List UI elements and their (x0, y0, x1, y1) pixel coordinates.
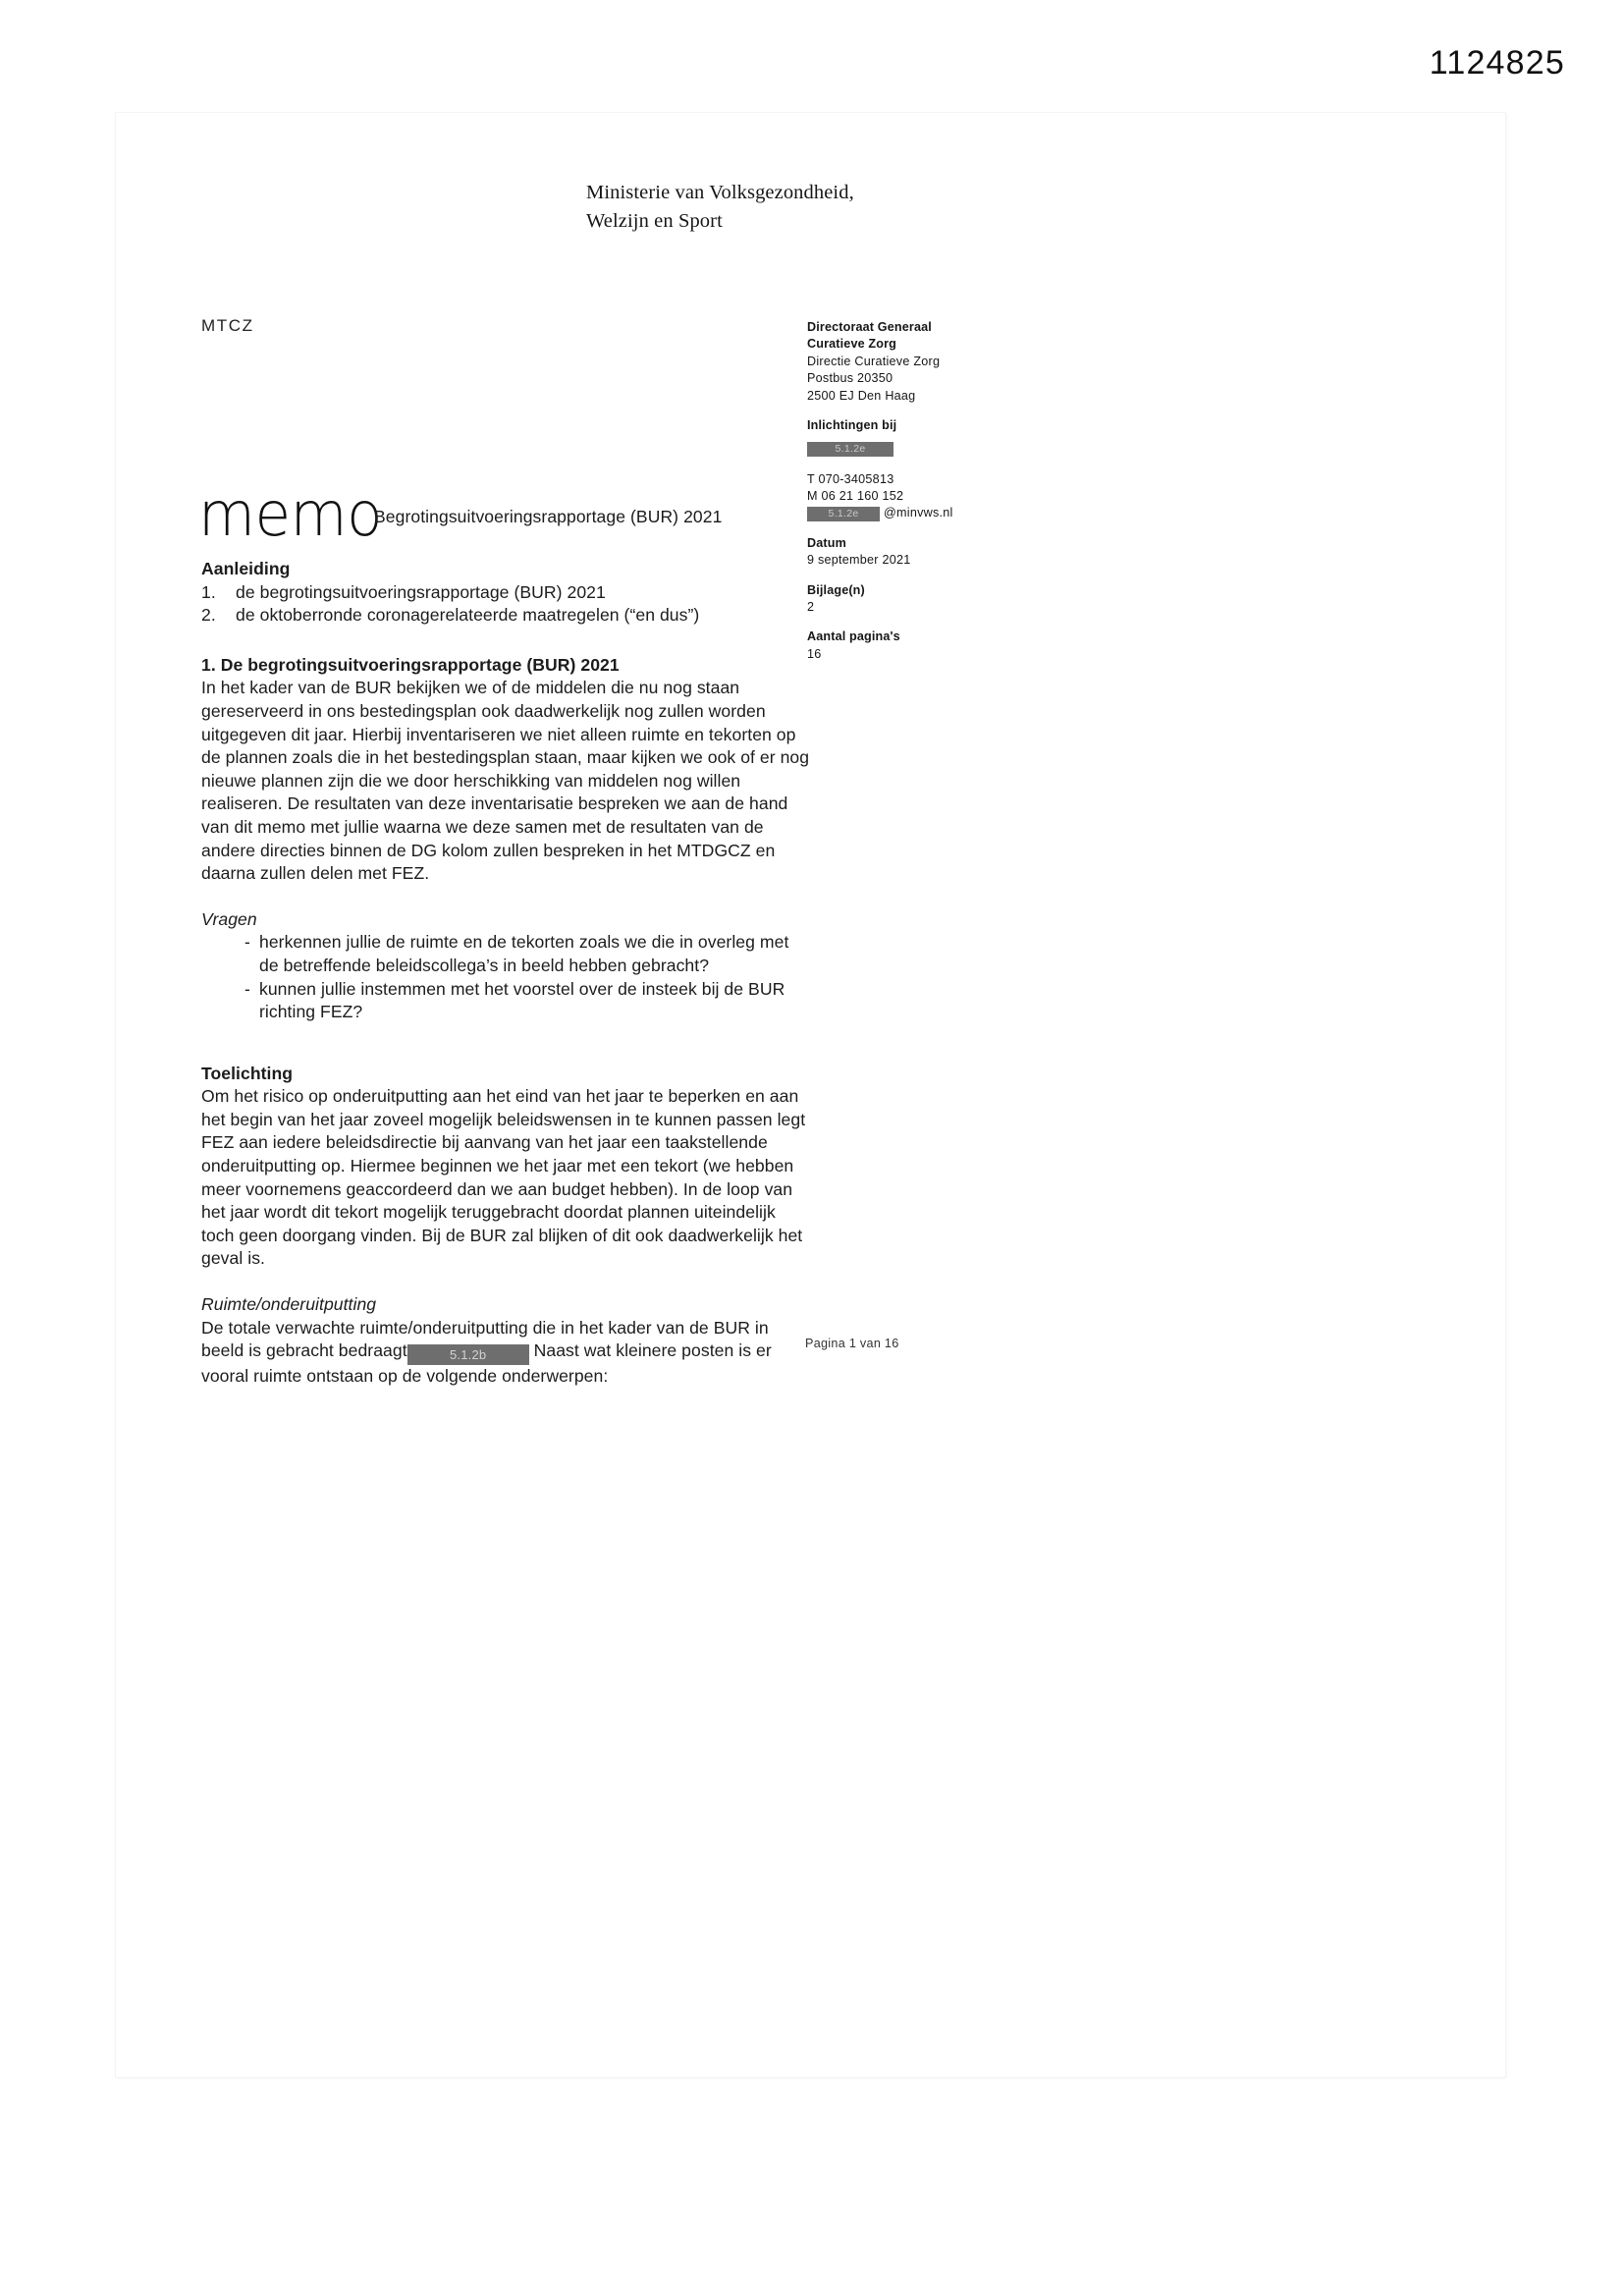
memo-masthead-word: memo (198, 478, 383, 550)
meta-date-value: 9 september 2021 (807, 553, 911, 568)
list-item (201, 978, 810, 1024)
memo-body (201, 558, 810, 1389)
page-footer: Pagina 1 van 16 (805, 1337, 899, 1350)
addressee: MTCZ (201, 316, 254, 335)
document-meta-column (807, 319, 1102, 663)
meta-attachments-value: 2 (807, 599, 815, 614)
ministry-line-2: Welzijn en Sport (586, 210, 723, 233)
list-item-dash: - (244, 932, 250, 953)
ministry-logo-text (586, 179, 854, 236)
meta-org-line-2: Curatieve Zorg (807, 337, 896, 352)
meta-postbus: Postbus 20350 (807, 371, 893, 386)
heading-aanleiding: Aanleiding (201, 559, 291, 578)
heading-ruimte-onderuitputting: Ruimte/onderuitputting (201, 1294, 377, 1315)
paragraph-ruimte-onderuitputting (201, 1317, 810, 1389)
meta-phone: T 070-3405813 (807, 471, 894, 486)
vragen-list (201, 931, 810, 1023)
meta-directie: Directie Curatieve Zorg (807, 354, 941, 368)
meta-org-line-1: Directoraat Generaal (807, 320, 932, 334)
redaction-box-contact: 5.1.2e (807, 442, 893, 457)
meta-date-label: Datum (807, 535, 846, 550)
heading-toelichting: Toelichting (201, 1063, 294, 1083)
meta-contact-redaction-row (807, 441, 1102, 458)
meta-email-row (807, 505, 1102, 521)
list-item-label: de oktoberronde coronagerelateerde maatregelen (“en dus”) (236, 605, 700, 626)
list-item-label: kunnen jullie instemmen met het voorstel over de insteek bij de BUR richting FEZ? (259, 978, 785, 1022)
meta-mobile: M 06 21 160 152 (807, 489, 904, 503)
heading-section-1: 1. De begrotingsuitvoeringsrapportage (BUR) 2021 (201, 654, 620, 675)
list-item-label: de begrotingsuitvoeringsrapportage (BUR) 2021 (236, 581, 606, 602)
list-item-label: herkennen jullie de ruimte en de tekorten zoals we die in overleg met de betreffende beleidscollega’s in beeld hebben gebracht? (259, 932, 789, 975)
list-item (201, 931, 810, 977)
list-item (201, 581, 810, 605)
list-item-number: 1. (201, 581, 216, 602)
paragraph-section-1: In het kader van de BUR bekijken we of de middelen die nu nog staan gereserveerd in ons bestedingsplan ook daadwerkelijk nog zullen worden uitgegeven dit jaar. Hierbij inventariseren we niet alleen ruimte en tekorten op de plannen zoals die in het bestedingsplan staan, maar kijken we ook of er nog nieuwe plannen zijn die we door herschikking van middelen nog willen realiseren. De resultaten van deze inventarisatie bespreken we aan de hand van dit memo met jullie waarna we deze samen met de resultaten van de andere directies binnen de DG kolom zullen bespreken in het MTDGCZ en daarna zullen delen met FEZ. (201, 678, 810, 884)
heading-vragen: Vragen (201, 908, 257, 929)
paragraph-toelichting: Om het risico op onderuitputting aan het eind van het jaar te beperken en aan het begin van het jaar zoveel mogelijk beleidswensen in te kunnen passen legt FEZ aan iedere beleidsdirectie bij aanvang van het jaar een taakstellende onderuitputting op. Hiermee beginnen we het jaar met een tekort (we hebben meer voornemens geaccordeerd dan we aan budget hebben). In de loop van het jaar wordt dit tekort mogelijk teruggebracht doordat plannen uiteindelijk toch geen doorgang vinden. Bij de BUR zal blijken of dit ook daadwerkelijk het geval is. (201, 1086, 806, 1269)
list-item-number: 2. (201, 605, 216, 626)
redaction-box-amount: 5.1.2b (407, 1344, 529, 1365)
document-number: 1124825 (1429, 44, 1565, 82)
redaction-box-email: 5.1.2e (807, 507, 880, 521)
paragraph-ruimte-part-1: De totale verwachte ruimte/onderuitputting die in het kader van de BUR in beeld is gebracht bedraagt (201, 1317, 769, 1361)
meta-pages-label: Aantal pagina's (807, 629, 900, 644)
list-item-dash: - (244, 978, 250, 999)
meta-attachments-label: Bijlage(n) (807, 582, 865, 597)
meta-pages-value: 16 (807, 646, 822, 661)
paragraph-ruimte-part-2: Naast wat kleinere posten is er vooral ruimte ontstaan op de volgende onderwerpen: (201, 1340, 772, 1387)
memo-subject-line: Begrotingsuitvoeringsrapportage (BUR) 2021 (374, 507, 723, 526)
ministry-line-1: Ministerie van Volksgezondheid, (586, 182, 854, 203)
list-item (201, 604, 810, 628)
aanleiding-list (201, 581, 810, 628)
meta-city: 2500 EJ Den Haag (807, 388, 916, 403)
meta-email-domain: @minvws.nl (884, 506, 953, 520)
meta-contact-heading: Inlichtingen bij (807, 417, 897, 432)
